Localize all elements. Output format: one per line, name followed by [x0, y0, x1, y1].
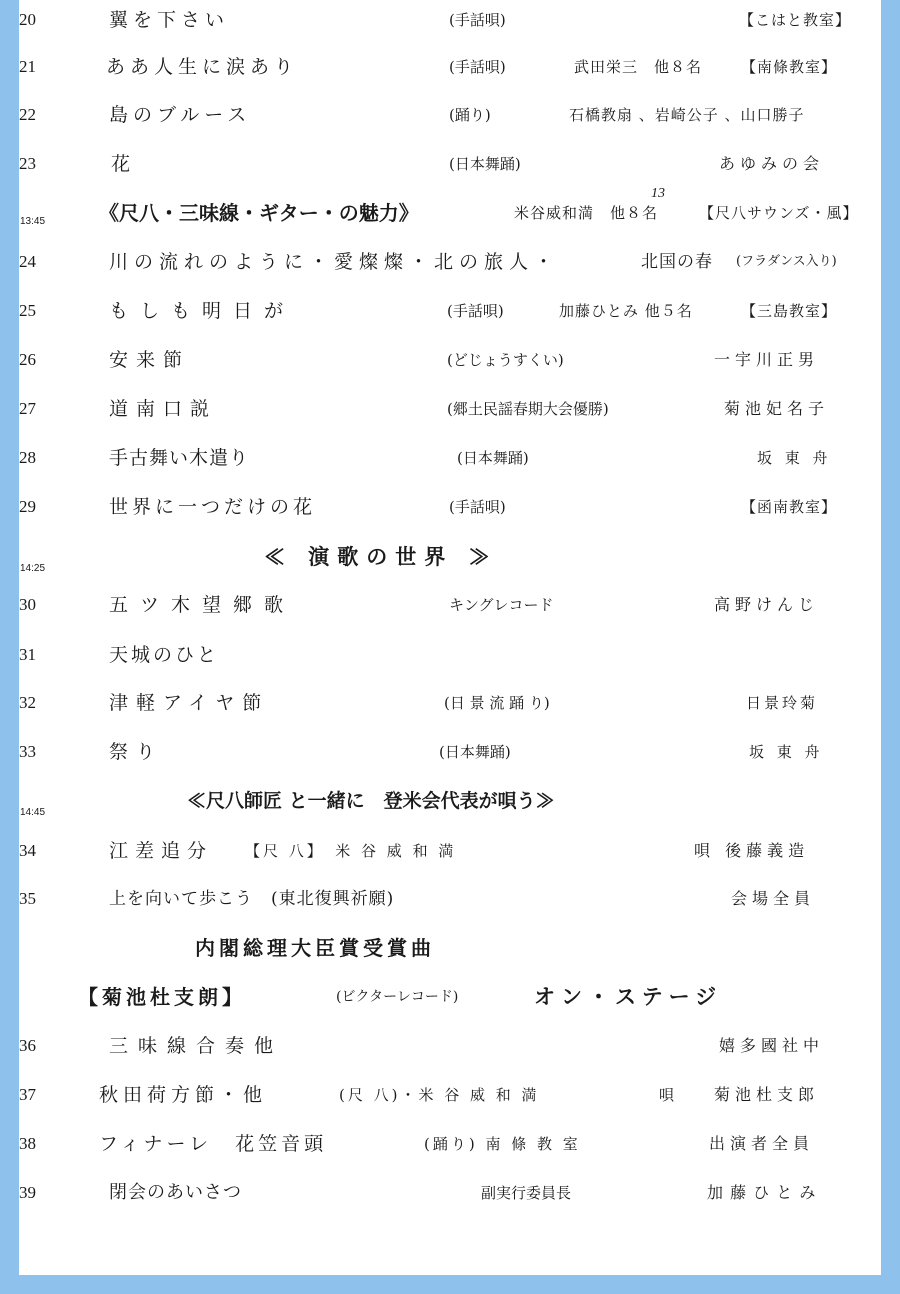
- section-time: 14:45: [20, 807, 46, 818]
- program-row-37: [19, 1080, 881, 1110]
- program-row-21: [19, 52, 881, 82]
- row-number: 30: [19, 595, 36, 614]
- row-title: 川の流れのように・愛燦燦・北の旅人・: [109, 251, 560, 273]
- row-title: ああ人生に涙あり: [106, 56, 299, 78]
- row-performer: 菊池妃名子: [724, 399, 830, 418]
- program-row-25: [19, 296, 881, 326]
- program-row-20: [19, 5, 881, 35]
- row-number: 31: [19, 645, 36, 664]
- program-row-26: [19, 345, 881, 375]
- section-otaki: [19, 786, 881, 816]
- row-title: 翼を下さい: [109, 9, 230, 31]
- row-performer: あゆみの会: [719, 154, 825, 173]
- section-title: 《尺八・三味線・ギター・の魅力》: [99, 201, 419, 225]
- row-note: (日 景 流 踊 り): [444, 694, 550, 712]
- section-performer: 米谷威和満 他８名: [514, 204, 659, 222]
- program-row-32: [19, 688, 881, 718]
- row-title: 天城のひと: [109, 644, 220, 666]
- section-title: 内閣総理大臣賞受賞曲: [195, 936, 435, 960]
- program-row-29: [19, 492, 881, 522]
- on-stage-title: オン・ステージ: [534, 984, 723, 1009]
- row-title: 閉会のあいさつ: [109, 1182, 242, 1203]
- row-number: 25: [19, 301, 36, 320]
- row-performer: 菊池杜支郎: [714, 1085, 820, 1104]
- row-note: (日本舞踊): [449, 155, 521, 173]
- program-row-23: [19, 149, 881, 179]
- row-number: 37: [19, 1085, 36, 1104]
- program-row-27: [19, 394, 881, 424]
- row-title: 島のブルース: [109, 104, 252, 126]
- row-note: (尺 八)・米 谷 威 和 満: [339, 1086, 540, 1104]
- row-performer: 加藤ひとみ 他５名: [559, 302, 693, 320]
- row-note: (フラダンス入り): [736, 254, 837, 269]
- row-number: 39: [19, 1183, 36, 1202]
- program-row-30: [19, 590, 881, 620]
- row-performer: 出演者全員: [709, 1134, 815, 1153]
- program-row-35: [19, 884, 881, 914]
- artist-name: 【菊池杜支朗】: [78, 985, 246, 1009]
- row-title: 世界に一つだけの花: [109, 496, 317, 518]
- row-title: 安来節: [109, 349, 191, 371]
- section-award: [19, 933, 881, 963]
- row-number: 26: [19, 350, 36, 369]
- section-shakuhachi: [19, 198, 881, 228]
- row-title: 道南口説: [109, 398, 218, 420]
- row-note: (踊り) 南 條 教 室: [424, 1135, 581, 1153]
- program-row-34: [19, 836, 881, 866]
- row-number: 38: [19, 1134, 36, 1153]
- row-group: 【三島教室】: [741, 302, 838, 320]
- row-note: (手話唄): [447, 302, 504, 320]
- row-title: 上を向いて歩こう (東北復興祈願): [109, 889, 395, 909]
- row-note: (日本舞踊): [457, 449, 529, 467]
- row-number: 35: [19, 889, 36, 908]
- row-note: (どじょうすくい): [447, 351, 564, 369]
- row-performer: 【函南教室】: [741, 498, 838, 516]
- program-sheet: [19, 0, 881, 1275]
- row-note: 副実行委員長: [481, 1184, 572, 1202]
- section-title: ≪ 演歌の世界 ≫: [264, 544, 498, 569]
- row-title: 祭り: [109, 741, 164, 763]
- section-title: ≪尺八師匠 と一緒に 登米会代表が唄う≫: [187, 790, 555, 812]
- program-row-36: [19, 1031, 881, 1061]
- row-number: 36: [19, 1036, 36, 1055]
- row-note: キングレコード: [449, 596, 554, 614]
- row-note: (郷土民謡春期大会優勝): [447, 400, 609, 418]
- row-number: 27: [19, 399, 36, 418]
- row-performer: 坂 東 舟: [757, 449, 832, 467]
- row-number: 34: [19, 841, 36, 860]
- row-note: (日本舞踊): [439, 743, 511, 761]
- row-extra-title: 北国の春: [641, 252, 713, 272]
- row-performer: 唄 後藤義造: [694, 841, 810, 860]
- row-title: 秋田荷方節・他: [99, 1084, 268, 1106]
- row-note: (踊り): [449, 106, 491, 124]
- row-number: 21: [19, 57, 36, 76]
- row-number: 28: [19, 448, 36, 467]
- row-performer: 坂 東 舟: [749, 743, 824, 761]
- row-group: 【南條教室】: [741, 58, 838, 76]
- row-performer: 嬉多國社中: [719, 1036, 825, 1055]
- row-title: 津軽アイヤ節: [109, 692, 270, 714]
- program-row-28: [19, 443, 881, 473]
- row-performer: 会場全員: [731, 889, 816, 908]
- row-number: 20: [19, 10, 36, 29]
- row-note: (手話唄): [449, 58, 506, 76]
- section-enka: [19, 542, 881, 572]
- row-performer: 一宇川正男: [714, 350, 820, 369]
- program-row-38: [19, 1129, 881, 1159]
- row-note: (手話唄): [449, 498, 506, 516]
- row-number: 29: [19, 497, 36, 516]
- row-title: もしも明日が: [109, 300, 296, 322]
- row-performer: 石橋教扇 、岩崎公子 、山口勝子: [569, 106, 805, 124]
- section-group: 【尺八サウンズ・風】: [699, 204, 859, 222]
- row-performer: 【こはと教室】: [739, 11, 852, 29]
- handwritten-note: 13: [651, 186, 665, 201]
- section-time: 13:45: [20, 216, 46, 227]
- row-performer: 武田栄三 他８名: [574, 58, 703, 76]
- record-label: (ビクターレコード): [336, 989, 459, 1005]
- row-number: 22: [19, 105, 36, 124]
- row-number: 32: [19, 693, 36, 712]
- row-singer: 唄: [659, 1086, 676, 1104]
- program-row-31: [19, 640, 881, 670]
- program-row-24: [19, 247, 881, 277]
- row-number: 23: [19, 154, 36, 173]
- bottom-frame-band: [0, 1275, 900, 1294]
- program-row-39: [19, 1178, 881, 1208]
- program-row-22: [19, 100, 881, 130]
- row-title: 三味線合奏他: [109, 1035, 284, 1057]
- row-title: 花: [111, 153, 136, 175]
- section-onstage: [19, 982, 881, 1012]
- row-title: フィナーレ 花笠音頭: [99, 1133, 328, 1155]
- program-row-33: [19, 737, 881, 767]
- row-title: 手古舞い木遣り: [109, 447, 250, 469]
- section-time: 14:25: [20, 563, 46, 574]
- row-note: 【尺 八】 米 谷 威 和 満: [245, 842, 457, 860]
- row-title: 五ツ木望郷歌: [109, 594, 296, 616]
- row-performer: 日景玲菊: [746, 694, 819, 712]
- row-performer: 高野けんじ: [714, 595, 820, 614]
- row-title: 江差追分: [109, 840, 214, 862]
- row-number: 33: [19, 742, 36, 761]
- row-note: (手話唄): [449, 11, 506, 29]
- row-number: 24: [19, 252, 36, 271]
- row-performer: 加 藤 ひ と み: [707, 1183, 817, 1202]
